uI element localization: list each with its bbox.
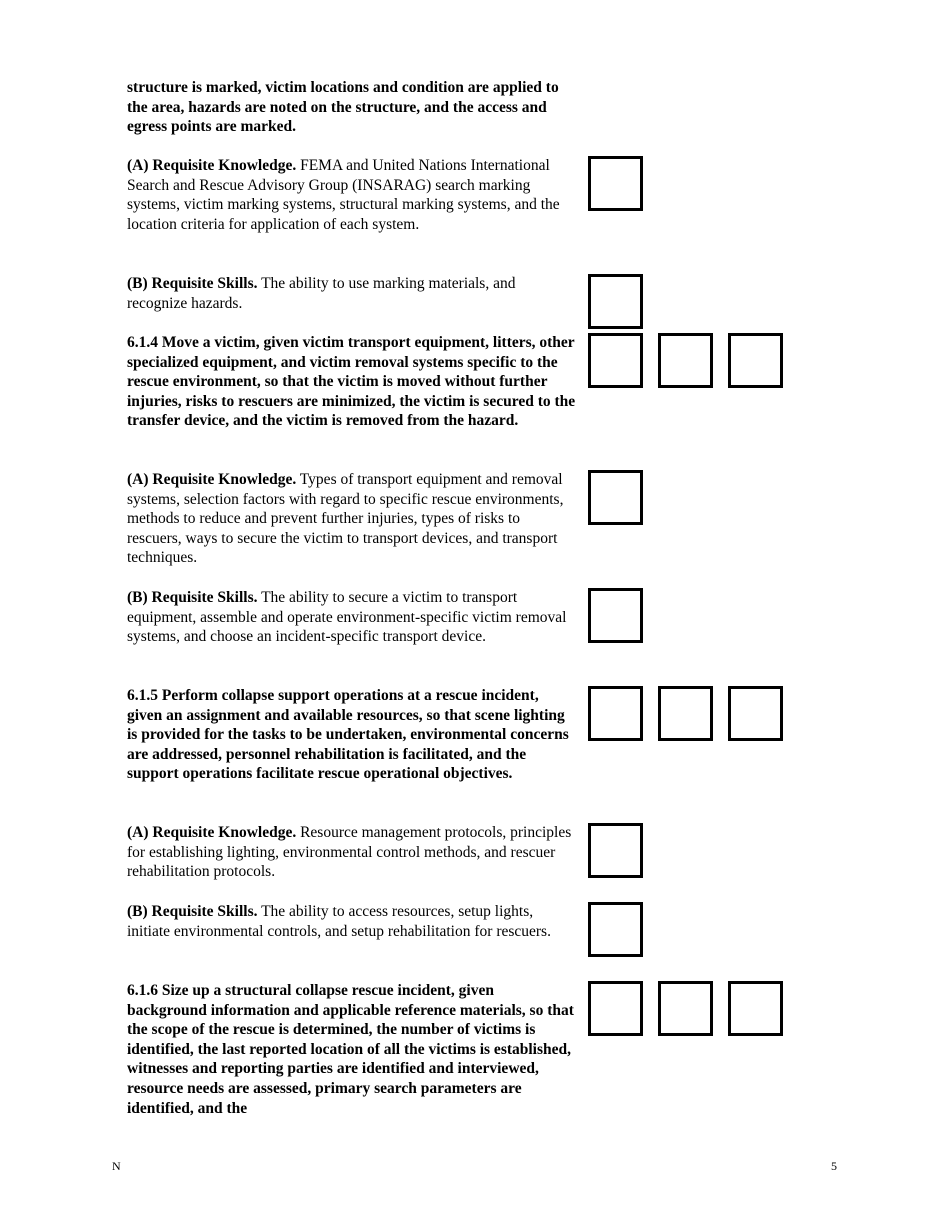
section-label: (A) Requisite Knowledge. xyxy=(127,824,297,841)
checkbox[interactable] xyxy=(588,981,643,1036)
section-text: Types of transport equipment and removal systems, selection factors with regard to specific rescue environments, methods to reduce and prevent further injuries, types of risks to rescuers, ways to secure the victim to transport devices, and transport techniques. xyxy=(127,471,564,567)
section-label: (B) Requisite Skills. xyxy=(127,903,258,920)
requisite-skills-support xyxy=(127,902,577,941)
section-label: (A) Requisite Knowledge. xyxy=(127,471,297,488)
checkbox[interactable] xyxy=(588,686,643,741)
page-number: 5 xyxy=(831,1159,837,1173)
checkbox[interactable] xyxy=(588,156,643,211)
section-text: The ability to use marking materials, and recognize hazards. xyxy=(127,275,516,312)
section-text: FEMA and United Nations International Search and Rescue Advisory Group (INSARAG) search marking systems, victim marking systems, structural marking systems, and the location criteria for application of each system. xyxy=(127,157,560,233)
checkbox[interactable] xyxy=(658,981,713,1036)
standard-6-1-4-heading: 6.1.4 Move a victim, given victim transport equipment, litters, other specialized equipment, and victim removal systems specific to the rescue environment, so that the victim is moved without further injuries, risks to rescuers are minimized, the victim is secured to the transfer device, and the victim is removed from the hazard. xyxy=(127,334,576,430)
checkbox[interactable] xyxy=(588,470,643,525)
footer-left-mark: N xyxy=(112,1159,121,1173)
checkbox[interactable] xyxy=(728,333,783,388)
checkbox[interactable] xyxy=(658,333,713,388)
checkbox[interactable] xyxy=(588,333,643,388)
checkbox[interactable] xyxy=(588,902,643,957)
section-text: The ability to access resources, setup lights, initiate environmental controls, and setup rehabilitation for rescuers. xyxy=(127,903,551,940)
checkbox[interactable] xyxy=(588,274,643,329)
requisite-knowledge-marking xyxy=(127,156,577,234)
section-label: (B) Requisite Skills. xyxy=(127,275,258,292)
requisite-skills-transport xyxy=(127,588,577,647)
requisite-skills-marking xyxy=(127,274,577,313)
section-text: Resource management protocols, principles for establishing lighting, environmental control methods, and rescuer rehabilitation protocols. xyxy=(127,824,572,881)
checkbox[interactable] xyxy=(728,981,783,1036)
standard-6-1-6-heading: 6.1.6 Size up a structural collapse rescue incident, given background information and applicable reference materials, so that the scope of the rescue is determined, the number of victims is identified, the last reported location of all the victims is established, witnesses and reporting parties are identified and interviewed, resource needs are assessed, primary search parameters are identified, and the xyxy=(127,982,574,1117)
section-label: (A) Requisite Knowledge. xyxy=(127,157,297,174)
section-text: The ability to secure a victim to transport equipment, assemble and operate environment-specific victim removal systems, and choose an incident-specific transport device. xyxy=(127,589,567,646)
standard-6-1-5-heading: 6.1.5 Perform collapse support operations at a rescue incident, given an assignment and available resources, so that scene lighting is provided for the tasks to be undertaken, environmental concerns are addressed, personnel rehabilitation is facilitated, and the support operations facilitate rescue operational objectives. xyxy=(127,687,569,783)
requisite-knowledge-support xyxy=(127,823,577,882)
checkbox[interactable] xyxy=(728,686,783,741)
requisite-knowledge-transport xyxy=(127,470,577,568)
continuation-text: structure is marked, victim locations and condition are applied to the area, hazards are noted on the structure, and the access and egress points are marked. xyxy=(127,79,559,136)
checkbox[interactable] xyxy=(588,823,643,878)
section-label: (B) Requisite Skills. xyxy=(127,589,258,606)
checkbox[interactable] xyxy=(658,686,713,741)
checkbox[interactable] xyxy=(588,588,643,643)
